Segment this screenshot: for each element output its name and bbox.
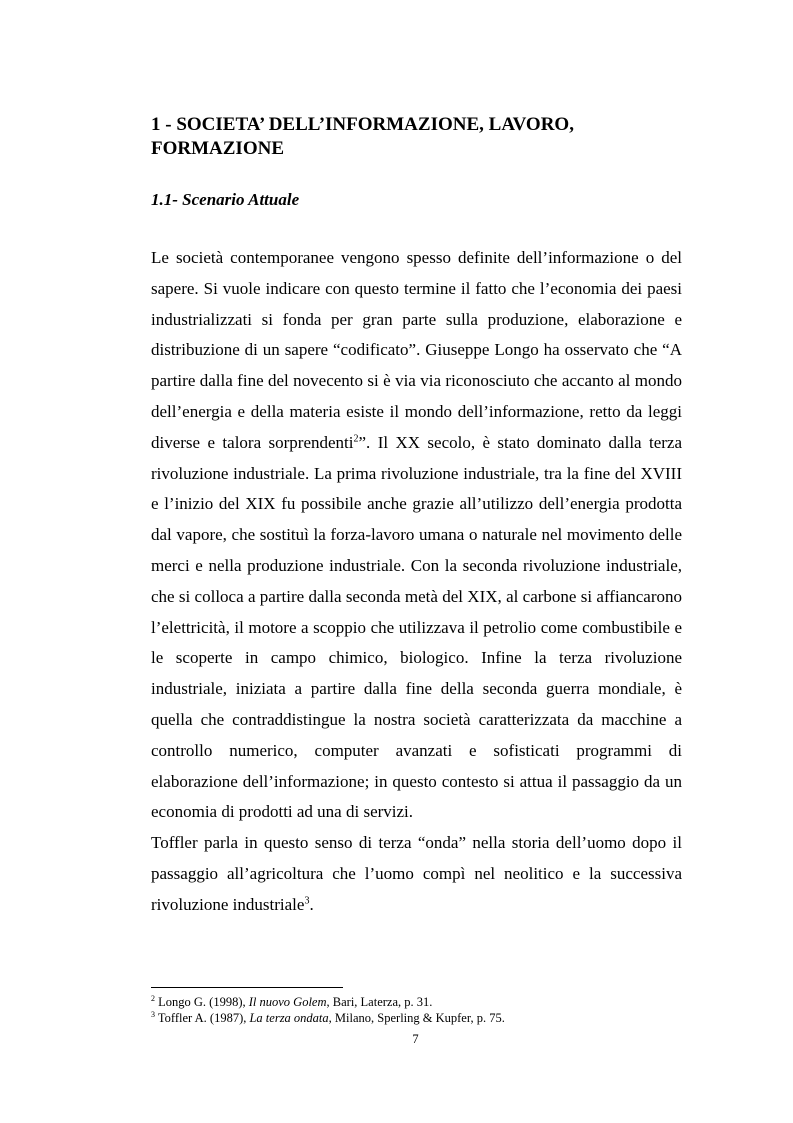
footnote-ref-2: 2 (353, 433, 359, 445)
footnote-text: Toffler A. (1987), (155, 1011, 250, 1025)
footnote-book-title: Il nuovo Golem (248, 995, 327, 1009)
footnote-divider (151, 987, 343, 988)
paragraph-2 (151, 828, 682, 920)
page-number: 7 (412, 1032, 419, 1046)
chapter-title: 1 - SOCIETA’ DELL’INFORMAZIONE, LAVORO, FORMAZIONE (151, 114, 574, 159)
section-subtitle: 1.1- Scenario Attuale (151, 190, 300, 209)
footnote-item (151, 994, 691, 1010)
footnote-text: , Bari, Laterza, p. 31. (326, 995, 433, 1009)
footnote-book-title: La terza ondata (249, 1011, 329, 1025)
paragraph-2-text-b: . (309, 894, 314, 914)
paragraph-1 (151, 243, 682, 828)
footnote-item (151, 1010, 691, 1026)
footnote-number: 3 (151, 1009, 155, 1019)
paragraph-1-text-b: ”. Il XX secolo, è stato dominato dalla terza rivoluzione industriale. La prima rivoluzione industriale, tra la fine del XVIII e l’inizio del XIX fu possibile anche grazie all’utilizzo dell’energia prodotta dal vapore, che sostituì la forza-lavoro umana o naturale nel movimento delle merci e nella produzione industriale. Con la seconda rivoluzione industriale, che si colloca a partire dalla seconda metà del XIX, al carbone si affiancarono l’elettricità, il motore a scoppio che utilizzava il petrolio come combustibile e le scoperte in campo chimico, biologico. Infine la terza rivoluzione industriale, iniziata a partire dalla fine della seconda guerra mondiale, è quella che contraddistingue la nostra società caratterizzata da macchine a controllo numerico, computer avanzati e sofisticati programmi di elaborazione dell’informazione; in questo contesto si attua il passaggio da un economia di prodotti ad una di servizi. (151, 432, 682, 822)
paragraph-2-text-a: Toffler parla in questo senso di terza “onda” nella storia dell’uomo dopo il passaggio all’agricoltura che l’uomo compì nel neolitico e la successiva rivoluzione industriale (151, 833, 682, 914)
footnote-number: 2 (151, 993, 155, 1003)
footnote-text: , Milano, Sperling & Kupfer, p. 75. (328, 1011, 505, 1025)
footnote-ref-3: 3 (304, 895, 310, 907)
paragraph-1-text-a: Le società contemporanee vengono spesso definite dell’informazione o del sapere. Si vuole indicare con questo termine il fatto che l’economia dei paesi industrializzati si fonda per gran parte sulla produzione, elaborazione e distribuzione di un sapere “codificato”. Giuseppe Longo ha osservato che “A partire dalla fine del novecento si è via via riconosciuto che accanto al mondo dell’energia e della materia esiste il mondo dell’informazione, retto da leggi diverse e talora sorprendenti (151, 248, 682, 452)
footnote-text: Longo G. (1998), (155, 995, 249, 1009)
footnotes (151, 994, 691, 1026)
body-text (151, 243, 682, 921)
